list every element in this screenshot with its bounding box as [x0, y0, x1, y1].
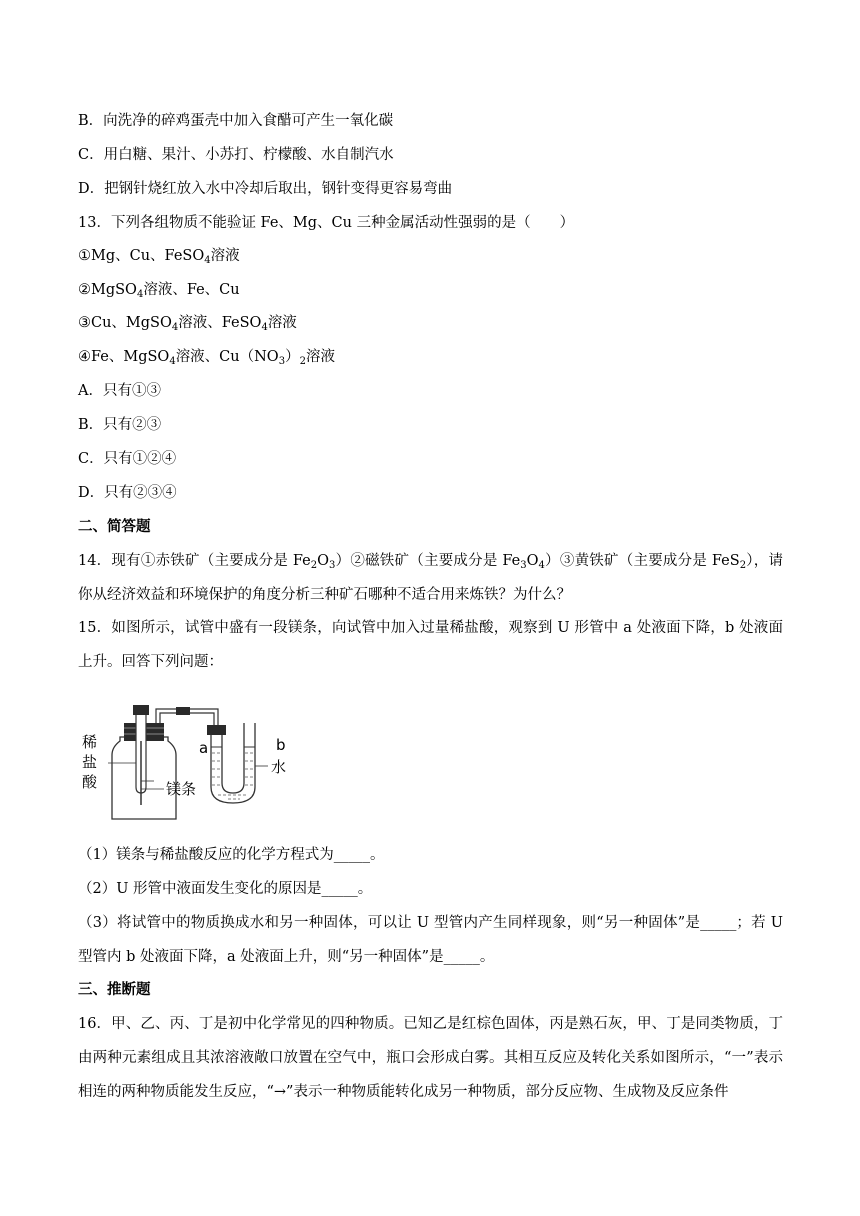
label-magnesium: 镁条 [166, 780, 197, 798]
label-dilute-2: 盐 [82, 753, 98, 771]
apparatus-figure [78, 695, 318, 825]
label-water: 水 [271, 758, 287, 776]
label-dilute-3: 酸 [82, 773, 98, 791]
q15-stem: 15．如图所示，试管中盛有一段镁条，向试管中加入过量稀盐酸，观察到 U 形管中 a 处液面下降，b 处液面上升。回答下列问题： [78, 620, 783, 670]
label-a: a [199, 739, 209, 757]
q16-text: 16．甲、乙、丙、丁是初中化学常见的四种物质。已知乙是红棕色固体，丙是熟石灰，甲、丁是同类物质，丁由两种元素组成且其浓溶液敞口放置在空气中，瓶口会形成白雾。其相互反应及转化关系如图所示，“一”表示相连的两种物质能发生反应，“→”表示一种物质能转化成另一种物质，部分反应物、生成物及反应条件 [78, 1016, 783, 1100]
q15-sub-2: （2）U 形管中液面发生变化的原因是_____。 [78, 881, 373, 897]
q13-option-d: D．只有②③④ [78, 485, 177, 501]
q13-option-c: C．只有①②④ [78, 451, 177, 467]
q13-option-b: B．只有②③ [78, 417, 162, 433]
q13-item-1: ①Mg、Cu、FeSO$_4$溶液 [78, 248, 240, 266]
q12-option-b: B．向洗净的碎鸡蛋壳中加入食醋可产生一氧化碳 [78, 113, 394, 129]
section-heading-short-answer: 二、简答题 [78, 518, 151, 535]
q15-sub-3: （3）将试管中的物质换成水和另一种固体，可以让 U 型管内产生同样现象，则“另一种固体”是_____；若 U 型管内 b 处液面下降，a 处液面上升，则“另一种固体”是_____。 [78, 915, 783, 965]
q13-option-a: A．只有①③ [78, 383, 161, 399]
apparatus-diagram [78, 695, 318, 825]
q13-item-3: ③Cu、MgSO$_4$溶液、FeSO$_4$溶液 [78, 315, 297, 333]
q13-item-2: ②MgSO$_4$溶液、Fe、Cu [78, 282, 240, 300]
label-b: b [276, 736, 286, 754]
q13-stem: 13．下列各组物质不能验证 Fe、Mg、Cu 三种金属活动性强弱的是（ ） [78, 215, 575, 231]
q12-option-c: C．用白糖、果汁、小苏打、柠檬酸、水自制汽水 [78, 147, 394, 163]
q15-sub-1: （1）镁条与稀盐酸反应的化学方程式为_____。 [78, 847, 385, 863]
label-dilute-1: 稀 [82, 733, 98, 751]
q13-item-4: ④Fe、MgSO$_4$溶液、$Cu(NO_3)_2$溶液 [78, 349, 335, 367]
section-heading-inference: 三、推断题 [78, 981, 151, 998]
q12-option-d: D．把钢针烧红放入水中冷却后取出，钢针变得更容易弯曲 [78, 181, 453, 197]
q14-text: 14．现有①赤铁矿（主要成分是 $Fe_2O_3)②$磁铁矿（主要成分是 $Fe_3O_4)③$黄铁矿（主要成分是 FeS$_2$），请你从经济效益和环境保护的角度分析三种矿石哪种不适合用来炼铁？为什么？ [78, 553, 783, 603]
